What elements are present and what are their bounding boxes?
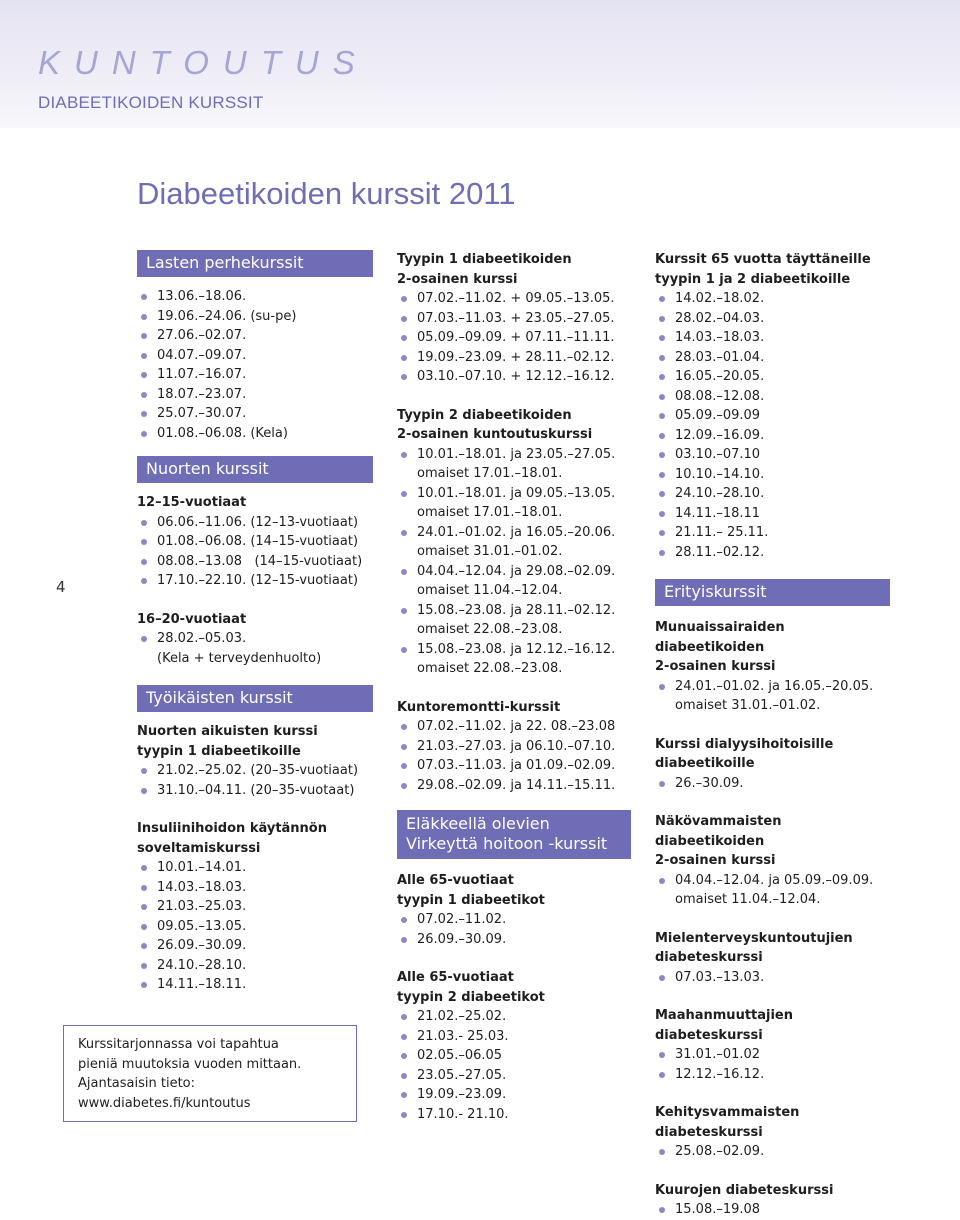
kuntoremontti-list [397, 717, 631, 795]
subheading: diabeetikoille [655, 756, 755, 771]
list-item: 17.10.–22.10. (12–15-vuotiaat) [137, 571, 373, 591]
tyoikaisten-list-2 [137, 858, 373, 995]
section-band-erityis: Erityiskurssit [655, 579, 890, 606]
list-item: 14.11.–18.11. [137, 975, 373, 995]
item-cont: omaiset 22.08.–23.08. [417, 661, 563, 676]
list-item [397, 523, 631, 562]
item-cont: omaiset 11.04.–12.04. [675, 892, 821, 907]
item-main: 10.01.–18.01. ja 23.05.–27.05. [417, 446, 616, 462]
subheading: 2-osainen kuntoutuskurssi [397, 427, 593, 442]
section-band-nuorten: Nuorten kurssit [137, 456, 373, 483]
list-item: 19.06.–24.06. (su-pe) [137, 307, 373, 327]
item-cont: omaiset 22.08.–23.08. [417, 622, 563, 637]
list-item-continuation: (Kela + terveydenhuolto) [157, 650, 322, 666]
subheading: Kehitysvammaisten diabeteskurssi [655, 1105, 800, 1140]
note-url: www.diabetes.fi/kuntoutus [78, 1095, 251, 1111]
page-number: 4 [56, 578, 66, 596]
nuorten-list-1 [137, 513, 373, 591]
nuorten-list-2 [137, 629, 373, 649]
list-item: 11.07.–16.07. [137, 365, 373, 385]
subheading: tyypin 1 diabeetikot [397, 892, 545, 908]
dialyysi-list [655, 774, 890, 794]
list-item: 12.12.–16.12. [655, 1065, 890, 1085]
list-item: 21.02.–25.02. [397, 1007, 631, 1027]
subheading: Munuaissairaiden diabeetikoiden [655, 620, 785, 655]
list-item: 24.10.–28.10. [655, 484, 890, 504]
column-2 [397, 250, 631, 1124]
info-note-box [63, 1025, 357, 1122]
list-item: 07.03.–11.03. + 23.05.–27.05. [397, 309, 631, 329]
list-item: 14.03.–18.03. [655, 328, 890, 348]
list-item: 26.09.–30.09. [397, 930, 631, 950]
list-item: 21.03.–25.03. [137, 897, 373, 917]
list-item: 21.11.– 25.11. [655, 523, 890, 543]
list-item: 27.06.–02.07. [137, 326, 373, 346]
tyoikaisten-list-1 [137, 761, 373, 800]
list-item [397, 562, 631, 601]
list-item: 14.03.–18.03. [137, 878, 373, 898]
list-item: 28.02.–04.03. [655, 309, 890, 329]
item-main: 24.01.–01.02. ja 16.05.–20.05. [675, 678, 874, 694]
list-item: 07.02.–11.02. ja 22. 08.–23.08 [397, 717, 631, 737]
subheading: Alle 65-vuotiaat [397, 970, 514, 985]
list-item [397, 601, 631, 640]
list-item: 25.08.–02.09. [655, 1142, 890, 1162]
subheading: Kuntoremontti-kurssit [397, 699, 561, 715]
subheading: Kurssi dialyysihoitoisille [655, 736, 834, 752]
list-item: 07.02.–11.02. + 09.05.–13.05. [397, 289, 631, 309]
list-item: 05.09.–09.09. + 07.11.–11.11. [397, 328, 631, 348]
list-item: 03.10.–07.10. + 12.12.–16.12. [397, 367, 631, 387]
band-line: Virkeyttä hoitoon -kurssit [406, 834, 608, 853]
subheading: tyypin 1 diabeetikoille [137, 743, 301, 759]
munuais-list [655, 677, 890, 716]
maahan-list [655, 1045, 890, 1084]
list-item: 23.05.–27.05. [397, 1066, 631, 1086]
list-item: 10.10.–14.10. [655, 465, 890, 485]
list-item: 07.03.–11.03. ja 01.09.–02.09. [397, 756, 631, 776]
list-item: 19.09.–23.09. + 28.11.–02.12. [397, 348, 631, 368]
list-item: 21.03.–27.03. ja 06.10.–07.10. [397, 737, 631, 757]
column-3 [655, 250, 890, 1220]
list-item: 07.03.–13.03. [655, 968, 890, 988]
list-item: 17.10.- 21.10. [397, 1105, 631, 1125]
yli65-list [655, 289, 890, 562]
subheading: 2-osainen kurssi [655, 853, 776, 868]
tyyppi2-list [397, 445, 631, 679]
list-item: 28.11.–02.12. [655, 543, 890, 563]
section-band-tyoikaisten: Työikäisten kurssit [137, 685, 373, 712]
list-item: 26.09.–30.09. [137, 936, 373, 956]
list-item: 13.06.–18.06. [137, 287, 373, 307]
item-main: 15.08.–23.08. ja 12.12.–16.12. [417, 641, 616, 657]
item-cont: omaiset 11.04.–12.04. [417, 583, 563, 598]
list-item: 26.–30.09. [655, 774, 890, 794]
subheading: 12–15-vuotiaat [137, 495, 247, 510]
list-item: 28.02.–05.03. [137, 629, 373, 649]
list-item: 14.11.–18.11 [655, 504, 890, 524]
note-line: Kurssitarjonnassa voi tapahtua [78, 1037, 279, 1052]
list-item [397, 445, 631, 484]
list-item: 29.08.–02.09. ja 14.11.–15.11. [397, 776, 631, 796]
item-main: 24.01.–01.02. ja 16.05.–20.06. [417, 524, 616, 540]
item-cont: omaiset 31.01.–01.02. [675, 698, 821, 713]
list-item: 04.07.–09.07. [137, 346, 373, 366]
list-item: 06.06.–11.06. (12–13-vuotiaat) [137, 513, 373, 533]
list-item [655, 677, 890, 716]
list-item: 07.02.–11.02. [397, 910, 631, 930]
note-line: Ajantasaisin tieto: [78, 1076, 196, 1091]
mielen-list [655, 968, 890, 988]
item-main: 10.01.–18.01. ja 09.05.–13.05. [417, 485, 616, 501]
subheading: tyypin 1 ja 2 diabeetikoille [655, 271, 851, 287]
elakkeella-list-1 [397, 910, 631, 949]
list-item [655, 871, 890, 910]
item-main: 04.04.–12.04. ja 29.08.–02.09. [417, 563, 616, 579]
subheading: 16–20-vuotiaat [137, 611, 247, 627]
kuuro-list [655, 1200, 890, 1220]
list-item: 09.05.–13.05. [137, 917, 373, 937]
subheading: 2-osainen kurssi [397, 271, 518, 287]
item-main: 04.04.–12.04. ja 05.09.–09.09. [675, 872, 874, 888]
column-1 [137, 250, 373, 995]
list-item: 02.05.–06.05 [397, 1046, 631, 1066]
list-item: 12.09.–16.09. [655, 426, 890, 446]
subheading: Insuliinihoidon käytännön [137, 821, 327, 836]
list-item: 05.09.–09.09 [655, 406, 890, 426]
item-cont: omaiset 17.01.–18.01. [417, 466, 563, 481]
nako-list [655, 871, 890, 910]
subheading: Tyypin 1 diabeetikoiden [397, 252, 572, 267]
brand-subtitle: DIABEETIKOIDEN KURSSIT [38, 93, 264, 112]
note-line: pieniä muutoksia vuoden mittaan. [78, 1056, 302, 1072]
list-item: 25.07.–30.07. [137, 404, 373, 424]
brand-title: KUNTOUTUS [38, 44, 369, 81]
subheading: soveltamiskurssi [137, 840, 261, 856]
tyyppi1-list [397, 289, 631, 387]
subheading: 2-osainen kurssi [655, 659, 776, 674]
section-band-lasten: Lasten perhekurssit [137, 250, 373, 277]
list-item: 10.01.–14.01. [137, 858, 373, 878]
subheading: tyypin 2 diabeetikot [397, 989, 545, 1005]
item-cont: omaiset 31.01.–01.02. [417, 544, 563, 559]
list-item: 03.10.–07.10 [655, 445, 890, 465]
list-item: 31.10.–04.11. (20–35-vuotaat) [137, 781, 373, 801]
list-item: 15.08.–19.08 [655, 1200, 890, 1220]
list-item: 08.08.–13.08 (14–15-vuotiaat) [137, 552, 373, 572]
list-item: 28.03.–01.04. [655, 348, 890, 368]
list-item: 19.09.–23.09. [397, 1085, 631, 1105]
subheading: Tyypin 2 diabeetikoiden [397, 407, 572, 423]
subheading: Nuorten aikuisten kurssi [137, 724, 318, 739]
item-main: 15.08.–23.08. ja 28.11.–02.12. [417, 602, 616, 618]
subheading: diabeteskurssi [655, 950, 763, 965]
list-item: 21.03.- 25.03. [397, 1027, 631, 1047]
list-item: 21.02.–25.02. (20–35-vuotiaat) [137, 761, 373, 781]
page-title: Diabeetikoiden kurssit 2011 [137, 176, 516, 211]
list-item: 14.02.–18.02. [655, 289, 890, 309]
lasten-list [137, 287, 373, 443]
subheading: Kuurojen diabeteskurssi [655, 1182, 834, 1198]
band-line: Eläkkeellä olevien [406, 814, 550, 833]
subheading: Alle 65-vuotiaat [397, 873, 514, 888]
kehitys-list [655, 1142, 890, 1162]
subheading: Maahanmuuttajien diabeteskurssi [655, 1008, 794, 1043]
elakkeella-list-2 [397, 1007, 631, 1124]
list-item: 01.08.–06.08. (14–15-vuotiaat) [137, 532, 373, 552]
subheading: Mielenterveyskuntoutujien [655, 930, 853, 946]
list-item: 16.05.–20.05. [655, 367, 890, 387]
list-item: 18.07.–23.07. [137, 385, 373, 405]
list-item: 01.08.–06.08. (Kela) [137, 424, 373, 444]
list-item: 24.10.–28.10. [137, 956, 373, 976]
subheading: Näkövammaisten diabeetikoiden [655, 814, 782, 849]
list-item: 08.08.–12.08. [655, 387, 890, 407]
list-item [397, 640, 631, 679]
list-item: 31.01.–01.02 [655, 1045, 890, 1065]
subheading: Kurssit 65 vuotta täyttäneille [655, 252, 871, 267]
item-cont: omaiset 17.01.–18.01. [417, 505, 563, 520]
list-item [397, 484, 631, 523]
section-band-elakkeella [397, 810, 631, 859]
